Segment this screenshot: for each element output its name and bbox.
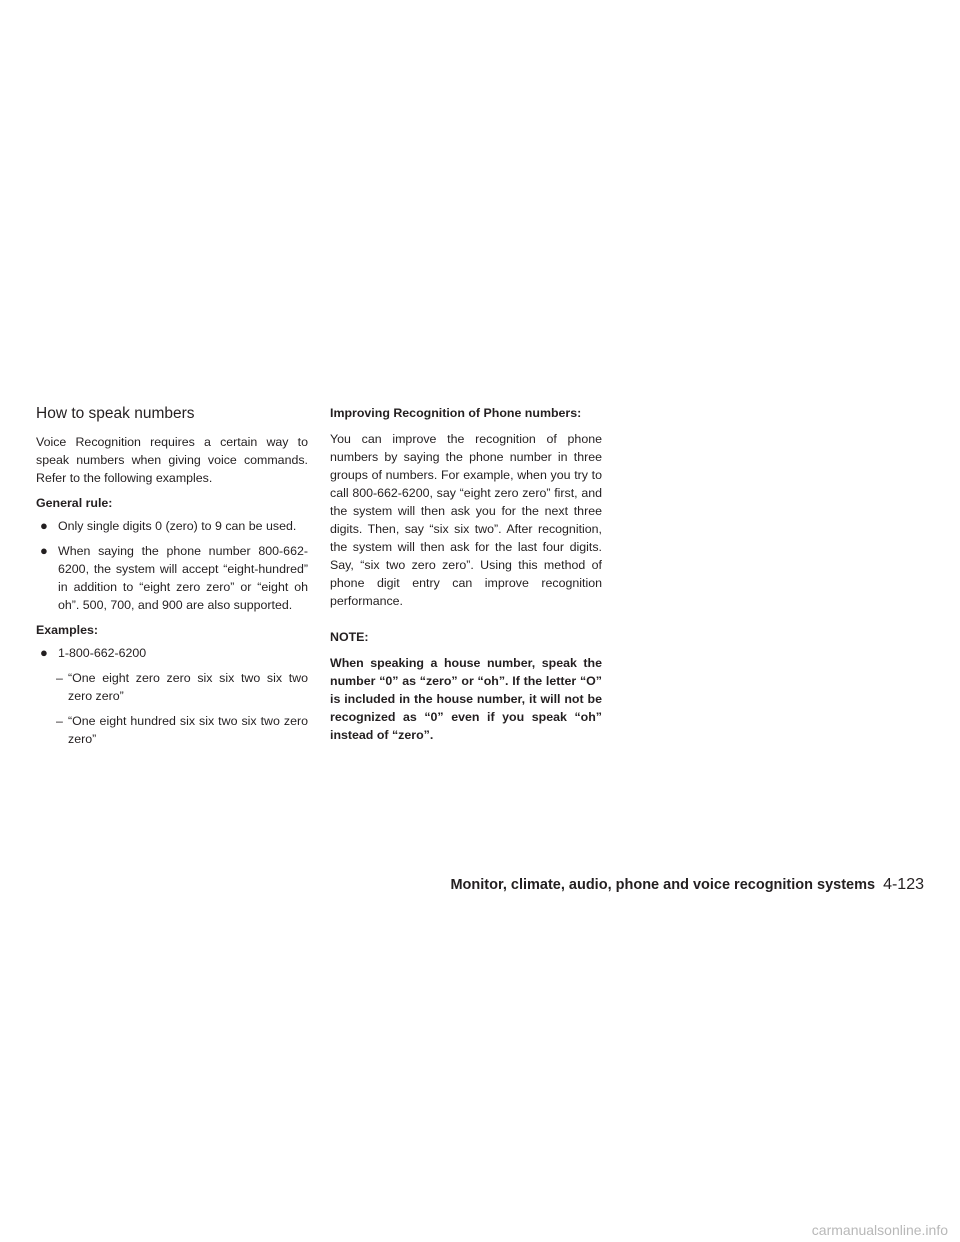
list-item-text: Only single digits 0 (zero) to 9 can be used.: [58, 519, 297, 533]
note-heading: NOTE:: [330, 630, 369, 644]
left-column: [36, 404, 308, 755]
dash-icon: –: [56, 671, 63, 685]
example-number: 1-800-662-6200: [58, 646, 147, 660]
section-title: How to speak numbers: [36, 405, 195, 422]
list-item: [36, 669, 308, 705]
list-item: [36, 644, 308, 662]
list-item: [36, 542, 308, 614]
example-phrase: “One eight zero zero six six two six two zero zero”: [68, 671, 308, 703]
footer-section-title: Monitor, climate, audio, phone and voice recognition systems: [450, 877, 876, 893]
dash-icon: –: [56, 714, 63, 728]
example-phrase: “One eight hundred six six two six two zero zero”: [68, 714, 308, 746]
page-footer: [420, 876, 924, 894]
intro-paragraph: Voice Recognition requires a certain way to speak numbers when giving voice commands. Refer to the following examples.: [36, 435, 308, 485]
examples-heading: Examples:: [36, 623, 98, 637]
bullet-icon: ●: [40, 543, 48, 558]
watermark: carmanualsonline.info: [811, 1222, 948, 1238]
bullet-icon: ●: [40, 645, 48, 660]
improving-recognition-paragraph: You can improve the recognition of phone numbers by saying the phone number in three groups of numbers. For example, when you try to call 800-662-6200, say “eight zero zero” first, and the system will then ask you for the next three digits. Then, say “six six two”. After recognition, the system will then ask for the last four digits. Say, “six two zero zero”. Using this method of phone digit entry can improve recognition performance.: [330, 432, 602, 608]
bullet-icon: ●: [40, 518, 48, 533]
page-number: 4-123: [883, 876, 924, 893]
note-body: When speaking a house number, speak the number “0” as “zero” or “oh”. If the letter “O” is included in the house number, it will not be recognized as “0” even if you speak “oh” instead of “zero”.: [330, 656, 602, 742]
list-item-text: When saying the phone number 800-662-6200, the system will accept “eight-hundred” in addition to “eight zero zero” or “eight oh oh”. 500, 700, and 900 are also supported.: [58, 544, 308, 612]
list-item: [36, 712, 308, 748]
improving-recognition-heading: Improving Recognition of Phone numbers:: [330, 406, 582, 420]
right-column: [330, 404, 602, 744]
list-item: [36, 517, 308, 535]
general-rule-heading: General rule:: [36, 496, 113, 510]
